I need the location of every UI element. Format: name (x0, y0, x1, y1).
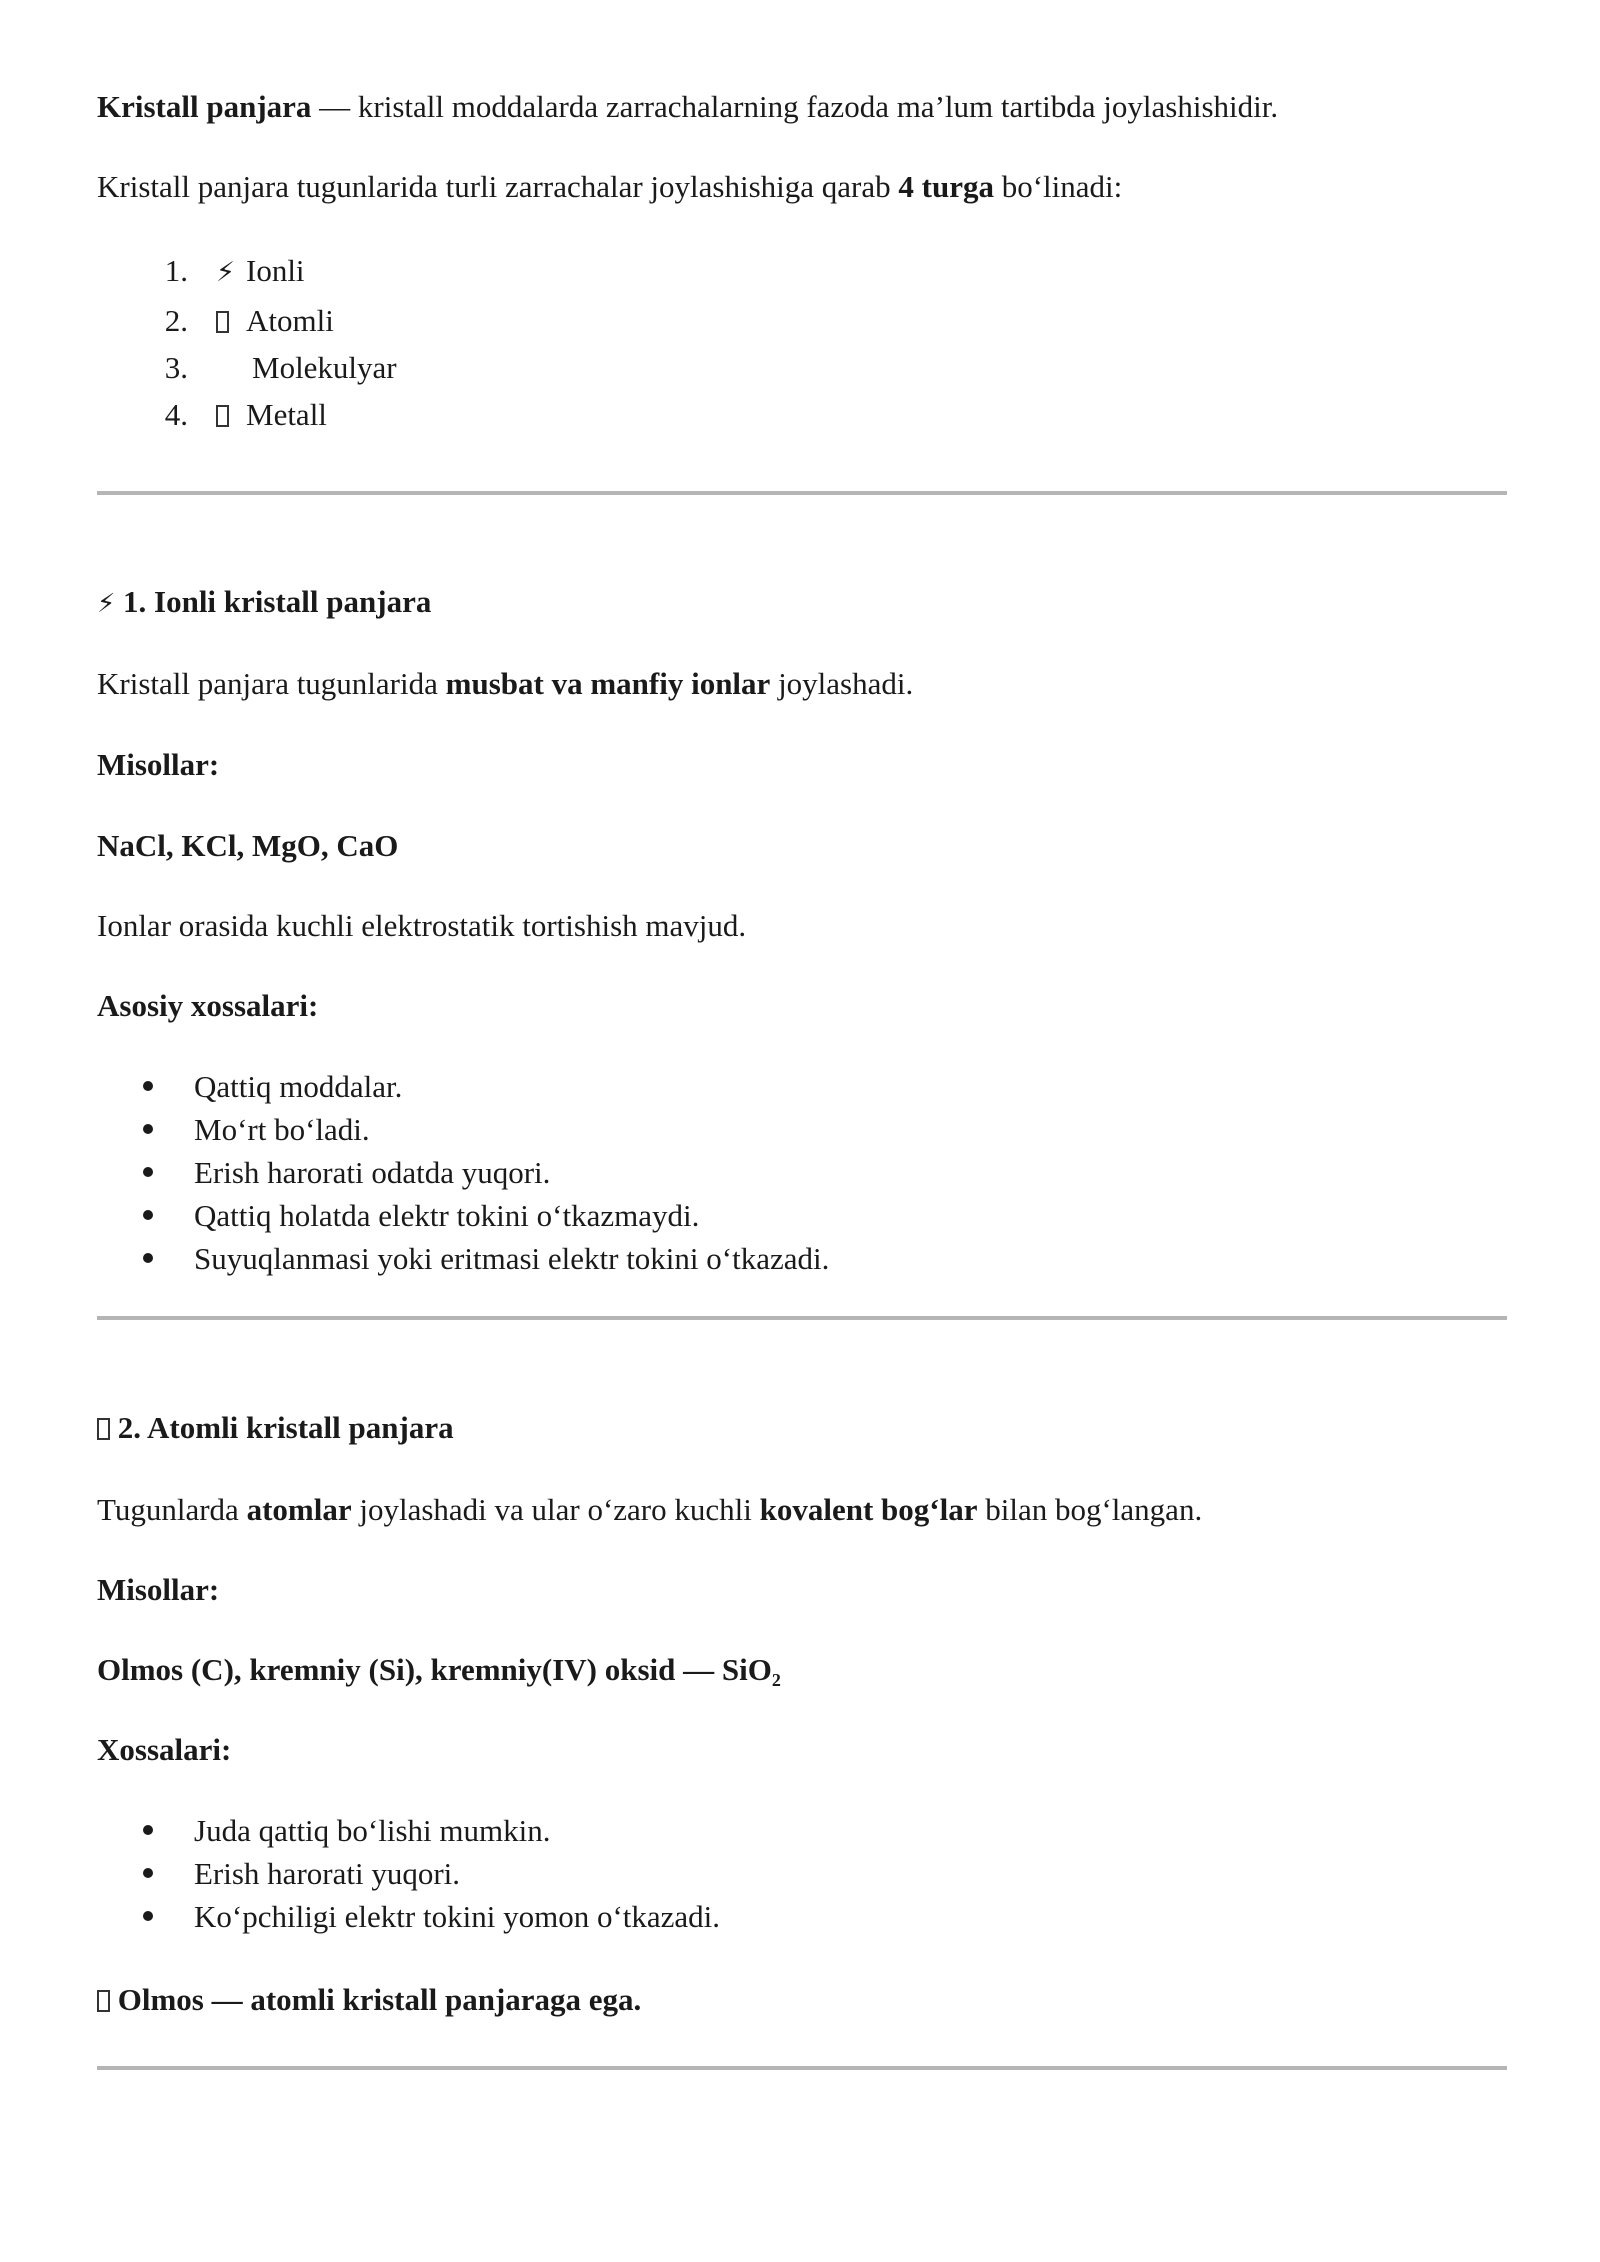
section2-desc-suffix: bilan bog‘langan. (977, 1492, 1203, 1527)
section1-examples-label: Misollar: (97, 747, 220, 782)
section-divider (97, 2066, 1507, 2070)
list-item (97, 1152, 550, 1194)
section2-description (97, 1489, 1507, 1531)
list-item (97, 1109, 370, 1151)
list-item-text: Erish harorati odatda yuqori. (194, 1155, 551, 1190)
section2-desc-mid: joylashadi va ular o‘zaro kuchli (351, 1492, 760, 1527)
section1-examples: NaCl, KCl, MgO, CaO (97, 828, 399, 863)
definition-text: — kristall moddalarda zarrachalarning fazoda ma’lum tartibda joylashishidir. (311, 89, 1279, 124)
types-count: 4 turga (898, 169, 994, 204)
types-list-item (97, 394, 327, 436)
types-list-item (97, 300, 334, 342)
type-label: Molekulyar (252, 350, 397, 385)
list-number: 3. (164, 350, 188, 385)
bullet-icon (143, 1124, 153, 1134)
lightning-icon: ⚡︎ (97, 589, 116, 619)
section1-desc-prefix: Kristall panjara tugunlarida (97, 666, 446, 701)
types-list-item (97, 347, 397, 389)
list-item-text: Qattiq holatda elektr tokini o‘tkazmaydi. (194, 1198, 700, 1233)
list-number: 1. (164, 253, 188, 288)
list-item-text: Juda qattiq bo‘lishi mumkin. (194, 1813, 551, 1848)
section2-examples-subscript: 2 (771, 1670, 781, 1690)
section1-title: 1. Ionli kristall panjara (123, 584, 432, 619)
missing-glyph-icon (216, 399, 244, 435)
section1-props-label: Asosiy xossalari: (97, 988, 319, 1023)
bullet-icon (143, 1825, 153, 1835)
list-item (97, 1810, 551, 1852)
bullet-icon (143, 1253, 153, 1263)
section-divider (97, 1316, 1507, 1320)
list-item (97, 1238, 829, 1280)
type-label: Ionli (246, 253, 305, 288)
missing-glyph-icon (216, 305, 244, 341)
missing-glyph-icon (97, 1418, 110, 1440)
section2-desc-bold2: kovalent bog‘lar (759, 1492, 978, 1527)
types-list-item (97, 250, 305, 292)
missing-glyph-icon (97, 1990, 110, 2012)
section1-desc-suffix: joylashadi. (770, 666, 914, 701)
section2-examples-text: Olmos (C), kremniy (Si), kremniy(IV) oksid — SiO (97, 1652, 772, 1687)
section1-heading (97, 581, 1507, 623)
section2-desc-prefix: Tugunlarda (97, 1492, 247, 1527)
bullet-icon (143, 1210, 153, 1220)
bullet-icon (143, 1868, 153, 1878)
types-intro-suffix: bo‘linadi: (993, 169, 1123, 204)
section2-examples (97, 1649, 1507, 1691)
section2-examples-label: Misollar: (97, 1572, 220, 1607)
list-item-text: Mo‘rt bo‘ladi. (194, 1112, 370, 1147)
section2-conclusion (97, 1979, 1507, 2021)
list-item (97, 1853, 460, 1895)
list-item (97, 1896, 720, 1938)
definition-paragraph (97, 86, 1507, 128)
type-label: Metall (246, 397, 327, 432)
list-item-text: Suyuqlanmasi yoki eritmasi elektr tokini o‘tkazadi. (194, 1241, 830, 1276)
section2-desc-bold1: atomlar (246, 1492, 352, 1527)
section2-title: 2. Atomli kristall panjara (117, 1410, 454, 1445)
bullet-icon (143, 1911, 153, 1921)
list-item-text: Erish harorati yuqori. (194, 1856, 461, 1891)
section1-desc-bold: musbat va manfiy ionlar (445, 666, 771, 701)
lightning-icon: ⚡︎ (216, 257, 235, 288)
section2-props-label: Xossalari: (97, 1732, 232, 1767)
section1-note: Ionlar orasida kuchli elektrostatik tortishish mavjud. (97, 908, 747, 943)
list-number: 2. (164, 303, 188, 338)
type-label: Atomli (246, 303, 334, 338)
section2-heading (97, 1407, 1507, 1449)
list-number: 4. (164, 397, 188, 432)
types-intro-paragraph (97, 166, 1507, 208)
types-intro-prefix: Kristall panjara tugunlarida turli zarrachalar joylashishiga qarab (97, 169, 899, 204)
section1-description (97, 663, 1507, 705)
list-item (97, 1066, 402, 1108)
bullet-icon (143, 1081, 153, 1091)
list-item-text: Ko‘pchiligi elektr tokini yomon o‘tkazadi. (194, 1899, 721, 1934)
list-item-text: Qattiq moddalar. (194, 1069, 403, 1104)
list-item (97, 1195, 699, 1237)
bullet-icon (143, 1167, 153, 1177)
section-divider (97, 491, 1507, 495)
definition-term: Kristall panjara (97, 89, 312, 124)
section2-conclusion-text: Olmos — atomli kristall panjaraga ega. (117, 1982, 642, 2017)
